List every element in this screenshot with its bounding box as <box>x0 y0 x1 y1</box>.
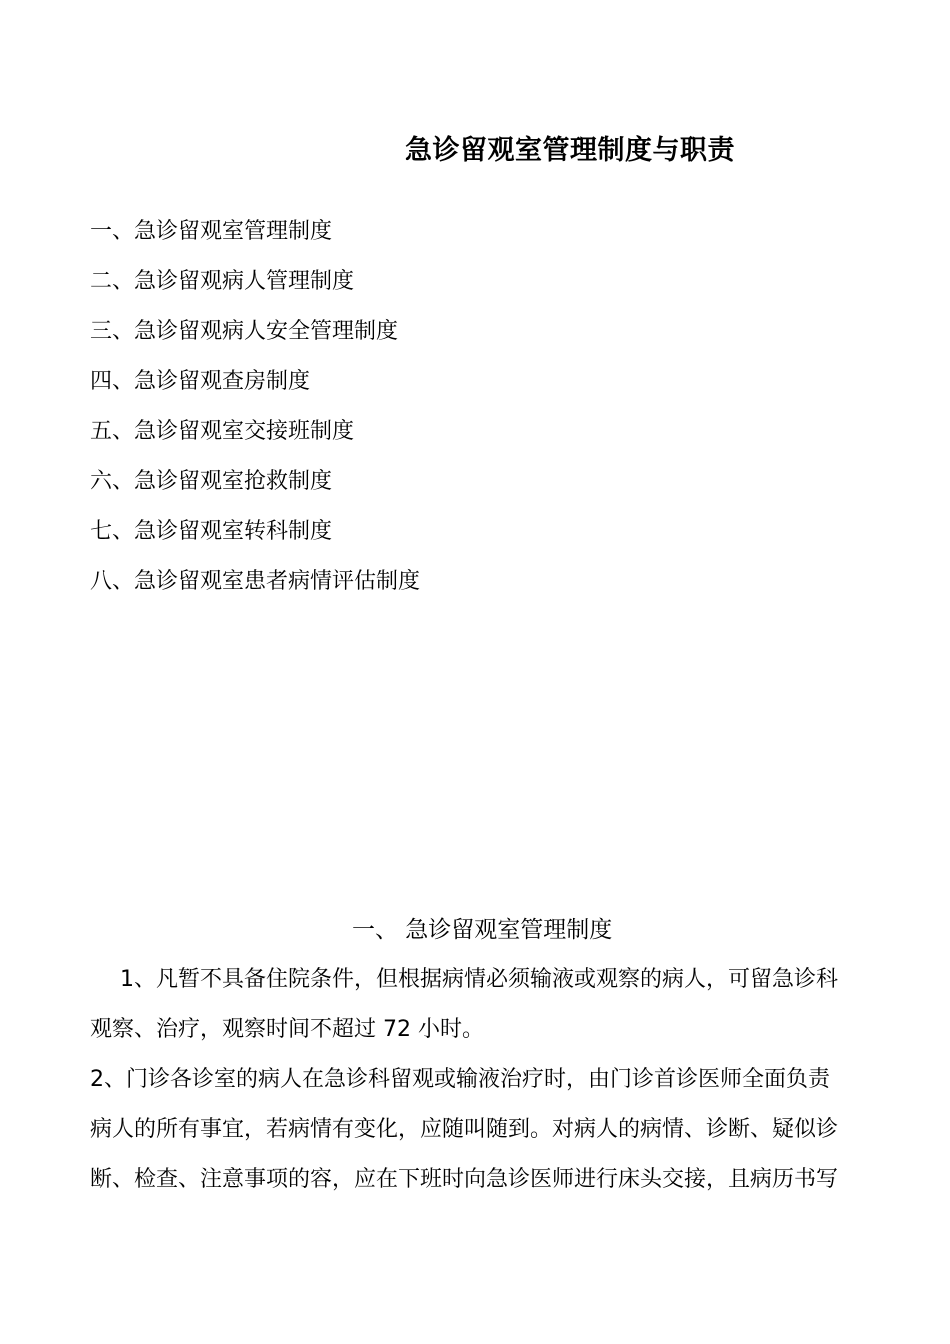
toc-item: 二、急诊留观病人管理制度 <box>90 269 355 294</box>
section-body <box>90 955 860 1205</box>
body-line: 观察、治疗，观察时间不超过 72 小时。 <box>90 1017 484 1042</box>
toc-item: 四、急诊留观查房制度 <box>90 369 311 394</box>
toc-item: 五、急诊留观室交接班制度 <box>90 419 355 444</box>
body-line: 1、凡暂不具备住院条件，但根据病情必须输液或观察的病人，可留急诊科 <box>120 967 838 992</box>
document-title: 急诊留观室管理制度与职责 <box>405 135 735 166</box>
toc-item: 八、急诊留观室患者病情评估制度 <box>90 569 421 594</box>
toc-item: 七、急诊留观室转科制度 <box>90 519 333 544</box>
body-line: 断、检查、注意事项的容，应在下班时向急诊医师进行床头交接，且病历书写 <box>90 1167 839 1192</box>
toc-item: 三、急诊留观病人安全管理制度 <box>90 319 399 344</box>
body-line: 病人的所有事宜，若病情有变化，应随叫随到。对病人的病情、诊断、疑似诊 <box>90 1117 839 1142</box>
toc-item: 一、急诊留观室管理制度 <box>90 219 333 244</box>
toc-item: 六、急诊留观室抢救制度 <box>90 469 333 494</box>
table-of-contents <box>90 207 420 607</box>
body-line: 2、门诊各诊室的病人在急诊科留观或输液治疗时，由门诊首诊医师全面负责 <box>90 1067 830 1092</box>
section-heading: 一、 急诊留观室管理制度 <box>352 917 613 943</box>
